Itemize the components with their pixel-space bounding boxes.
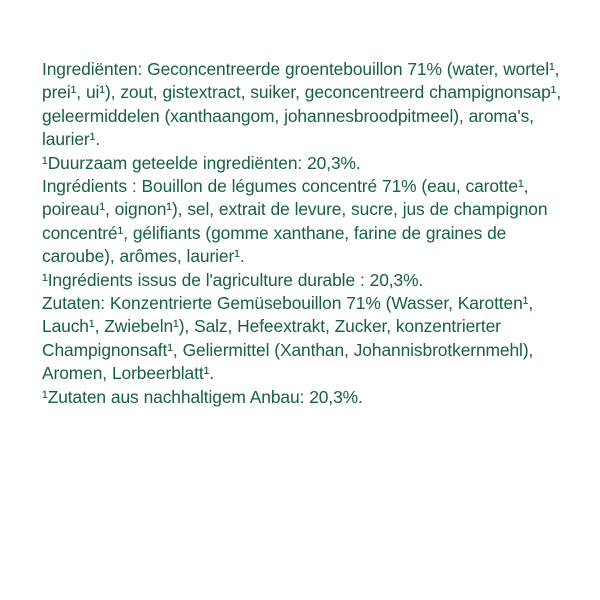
ingredients-paragraph-german: Zutaten: Konzentrierte Gemüsebouillon 71% (Wasser, Karotten¹, Lauch¹, Zwiebeln¹), Salz, Hefeextrakt, Zucker, konzentrierter Champignonsaft¹, Geliermittel (Xanthan, Johannisbrotkernmehl), Aromen, Lorbeerblatt¹. <box>42 293 534 384</box>
footnote-german: ¹Zutaten aus nachhaltigem Anbau: 20,3%. <box>42 386 363 407</box>
ingredients-paragraph-dutch: Ingrediënten: Geconcentreerde groentebouillon 71% (water, wortel¹, prei¹, ui¹), zout, gistextract, suiker, geconcentreerd champignonsap¹, geleermiddelen (xanthaangom, johannesbroodpitmeel), aroma's, laurier¹. <box>42 59 562 150</box>
footnote-french: ¹Ingrédients issus de l'agriculture durable : 20,3%. <box>42 269 424 290</box>
ingredients-paragraph-french: Ingrédients : Bouillon de légumes concentré 71% (eau, carotte¹, poireau¹, oignon¹), sel, extrait de levure, sucre, jus de champignon concentré¹, gélifiants (gomme xanthane, farine de graines de caroube), arômes, laurier¹. <box>42 176 548 267</box>
footnote-dutch: ¹Duurzaam geteelde ingrediënten: 20,3%. <box>42 152 361 173</box>
ingredients-text-block <box>42 58 562 409</box>
